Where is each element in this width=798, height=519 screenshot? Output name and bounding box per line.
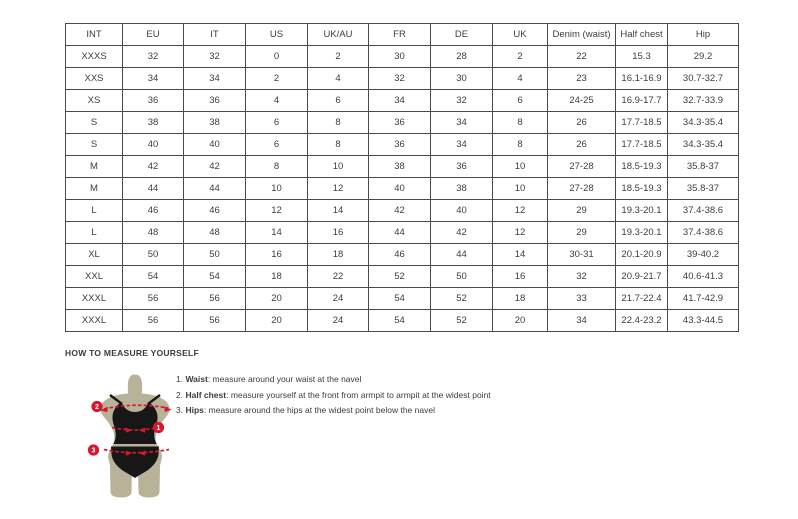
table-cell: 28 [431, 46, 493, 68]
instruction-label: Hips [185, 405, 204, 415]
table-row [66, 288, 739, 310]
table-cell: 44 [184, 178, 246, 200]
table-cell: 17.7-18.5 [616, 112, 668, 134]
instruction-number: 1. [176, 374, 184, 384]
instruction-label: Waist [185, 374, 208, 384]
table-cell: 42 [184, 156, 246, 178]
column-header: DE [431, 24, 493, 46]
table-cell: 18 [493, 288, 548, 310]
table-cell: 36 [184, 90, 246, 112]
table-cell: 10 [308, 156, 369, 178]
table-cell: L [66, 222, 123, 244]
table-cell: 24 [308, 288, 369, 310]
table-cell: 12 [493, 200, 548, 222]
table-cell: 22 [308, 266, 369, 288]
table-cell: 41.7-42.9 [668, 288, 739, 310]
instruction-number: 3. [176, 405, 184, 415]
table-cell: 56 [184, 288, 246, 310]
table-cell: 24 [308, 310, 369, 332]
table-cell: 30.7-32.7 [668, 68, 739, 90]
table-cell: XXXL [66, 310, 123, 332]
table-cell: 20.1-20.9 [616, 244, 668, 266]
table-cell: 14 [493, 244, 548, 266]
table-cell: 46 [369, 244, 431, 266]
table-row [66, 112, 739, 134]
waist-badge-number: 1 [156, 425, 161, 432]
table-cell: 50 [431, 266, 493, 288]
table-cell: 14 [308, 200, 369, 222]
table-cell: 22.4-23.2 [616, 310, 668, 332]
table-cell: 16 [308, 222, 369, 244]
table-cell: 20 [493, 310, 548, 332]
table-cell: 21.7-22.4 [616, 288, 668, 310]
table-cell: 30 [431, 68, 493, 90]
table-cell: 23 [548, 68, 616, 90]
table-cell: 18.5-19.3 [616, 156, 668, 178]
instruction-label: Half chest [185, 389, 227, 400]
table-cell: 20 [246, 288, 308, 310]
table-cell: 36 [369, 112, 431, 134]
table-cell: 8 [308, 134, 369, 156]
table-row [66, 244, 739, 266]
table-cell: 38 [431, 178, 493, 200]
table-cell: 36 [123, 90, 184, 112]
column-header: IT [184, 24, 246, 46]
column-header: EU [123, 24, 184, 46]
table-cell: 42 [123, 156, 184, 178]
table-row [66, 200, 739, 222]
table-cell: XXXL [66, 288, 123, 310]
table-row [66, 134, 739, 156]
table-cell: 4 [246, 90, 308, 112]
table-cell: 17.7-18.5 [616, 134, 668, 156]
table-cell: XXL [66, 266, 123, 288]
table-cell: 30-31 [548, 244, 616, 266]
table-cell: 56 [123, 288, 184, 310]
table-cell: 40 [431, 200, 493, 222]
table-cell: 34.3-35.4 [668, 112, 739, 134]
table-row [66, 68, 739, 90]
table-cell: 14 [246, 222, 308, 244]
table-cell: 44 [369, 222, 431, 244]
table-cell: 27-28 [548, 156, 616, 178]
table-cell: XL [66, 244, 123, 266]
table-cell: 32 [431, 90, 493, 112]
instruction-text: : measure yourself at the front from armpit to armpit at the widest point [226, 389, 491, 400]
table-cell: 16 [493, 266, 548, 288]
table-cell: 6 [308, 90, 369, 112]
table-cell: 48 [123, 222, 184, 244]
table-cell: 2 [493, 46, 548, 68]
table-row [66, 178, 739, 200]
table-cell: 4 [308, 68, 369, 90]
column-header: FR [369, 24, 431, 46]
table-cell: 44 [431, 244, 493, 266]
table-cell: 36 [431, 156, 493, 178]
table-cell: 6 [246, 134, 308, 156]
table-cell: S [66, 134, 123, 156]
table-cell: 44 [123, 178, 184, 200]
table-cell: 54 [369, 288, 431, 310]
table-cell: 12 [308, 178, 369, 200]
table-row [66, 222, 739, 244]
table-cell: 42 [431, 222, 493, 244]
table-cell: 34.3-35.4 [668, 134, 739, 156]
table-cell: 32 [123, 46, 184, 68]
table-cell: 36 [369, 134, 431, 156]
table-row [66, 266, 739, 288]
table-cell: XXS [66, 68, 123, 90]
size-conversion-table [65, 23, 739, 332]
table-cell: 8 [246, 156, 308, 178]
column-header: UK [493, 24, 548, 46]
table-cell: 39-40.2 [668, 244, 739, 266]
table-cell: 54 [123, 266, 184, 288]
table-cell: 54 [369, 310, 431, 332]
table-cell: 24-25 [548, 90, 616, 112]
table-cell: 4 [493, 68, 548, 90]
table-cell: 40.6-41.3 [668, 266, 739, 288]
table-cell: 15.3 [616, 46, 668, 68]
table-cell: 18 [246, 266, 308, 288]
mannequin-illustration [84, 372, 188, 500]
table-cell: 18.5-19.3 [616, 178, 668, 200]
instruction-text: : measure around your waist at the navel [207, 374, 362, 384]
table-cell: 52 [369, 266, 431, 288]
column-header: INT [66, 24, 123, 46]
table-cell: 34 [548, 310, 616, 332]
table-header-row [66, 24, 739, 46]
table-row [66, 310, 739, 332]
table-cell: 42 [369, 200, 431, 222]
measure-instruction-hips [176, 403, 596, 419]
table-cell: 16 [246, 244, 308, 266]
chest-badge-number: 2 [95, 404, 99, 411]
table-cell: 19.3-20.1 [616, 200, 668, 222]
table-cell: S [66, 112, 123, 134]
column-header: UK/AU [308, 24, 369, 46]
table-cell: 32 [548, 266, 616, 288]
table-cell: 26 [548, 112, 616, 134]
table-cell: 37.4-38.6 [668, 200, 739, 222]
table-cell: M [66, 156, 123, 178]
table-cell: 56 [123, 310, 184, 332]
table-cell: 8 [493, 112, 548, 134]
table-cell: 18 [308, 244, 369, 266]
table-cell: 40 [184, 134, 246, 156]
table-cell: 20.9-21.7 [616, 266, 668, 288]
table-cell: 46 [123, 200, 184, 222]
table-cell: 35.8-37 [668, 156, 739, 178]
table-cell: 34 [431, 134, 493, 156]
table-cell: 27-28 [548, 178, 616, 200]
column-header: US [246, 24, 308, 46]
table-cell: 12 [493, 222, 548, 244]
table-cell: 32.7-33.9 [668, 90, 739, 112]
table-cell: 38 [123, 112, 184, 134]
table-cell: 46 [184, 200, 246, 222]
table-cell: 8 [308, 112, 369, 134]
table-cell: 2 [246, 68, 308, 90]
table-cell: 37.4-38.6 [668, 222, 739, 244]
table-cell: 52 [431, 310, 493, 332]
table-cell: 16.9-17.7 [616, 90, 668, 112]
table-cell: 52 [431, 288, 493, 310]
table-cell: 29 [548, 200, 616, 222]
table-cell: 38 [369, 156, 431, 178]
table-cell: 29 [548, 222, 616, 244]
measure-instruction-half-chest [176, 388, 596, 404]
table-cell: 10 [246, 178, 308, 200]
table-cell: 40 [123, 134, 184, 156]
instruction-text: : measure around the hips at the widest point below the navel [203, 405, 435, 415]
table-cell: 50 [123, 244, 184, 266]
table-cell: 19.3-20.1 [616, 222, 668, 244]
table-row [66, 90, 739, 112]
table-cell: L [66, 200, 123, 222]
table-cell: XS [66, 90, 123, 112]
table-cell: 26 [548, 134, 616, 156]
measurement-figure [84, 372, 188, 500]
table-cell: 54 [184, 266, 246, 288]
table-cell: 34 [123, 68, 184, 90]
table-cell: 12 [246, 200, 308, 222]
table-cell: 6 [493, 90, 548, 112]
table-cell: 32 [369, 68, 431, 90]
table-cell: 50 [184, 244, 246, 266]
table-cell: 34 [184, 68, 246, 90]
table-cell: 30 [369, 46, 431, 68]
table-cell: 8 [493, 134, 548, 156]
table-cell: 20 [246, 310, 308, 332]
table-cell: 34 [369, 90, 431, 112]
table-cell: 34 [431, 112, 493, 134]
table-cell: 16.1-16.9 [616, 68, 668, 90]
measure-section-title: HOW TO MEASURE YOURSELF [65, 348, 199, 358]
measure-instruction-waist [176, 372, 596, 388]
table-cell: 33 [548, 288, 616, 310]
instruction-number: 2. [176, 389, 184, 400]
table-cell: 10 [493, 178, 548, 200]
table-cell: 22 [548, 46, 616, 68]
table-cell: XXXS [66, 46, 123, 68]
column-header: Denim (waist) [548, 24, 616, 46]
table-cell: 43.3-44.5 [668, 310, 739, 332]
table-cell: M [66, 178, 123, 200]
table-cell: 48 [184, 222, 246, 244]
table-row [66, 156, 739, 178]
table-cell: 35.8-37 [668, 178, 739, 200]
table-cell: 29.2 [668, 46, 739, 68]
column-header: Half chest [616, 24, 668, 46]
table-cell: 32 [184, 46, 246, 68]
table-cell: 38 [184, 112, 246, 134]
hips-badge-number: 3 [91, 447, 96, 455]
column-header: Hip [668, 24, 739, 46]
table-row [66, 46, 739, 68]
table-cell: 6 [246, 112, 308, 134]
table-cell: 0 [246, 46, 308, 68]
table-cell: 2 [308, 46, 369, 68]
table-cell: 40 [369, 178, 431, 200]
table-cell: 10 [493, 156, 548, 178]
measure-instructions [176, 372, 596, 419]
table-cell: 56 [184, 310, 246, 332]
